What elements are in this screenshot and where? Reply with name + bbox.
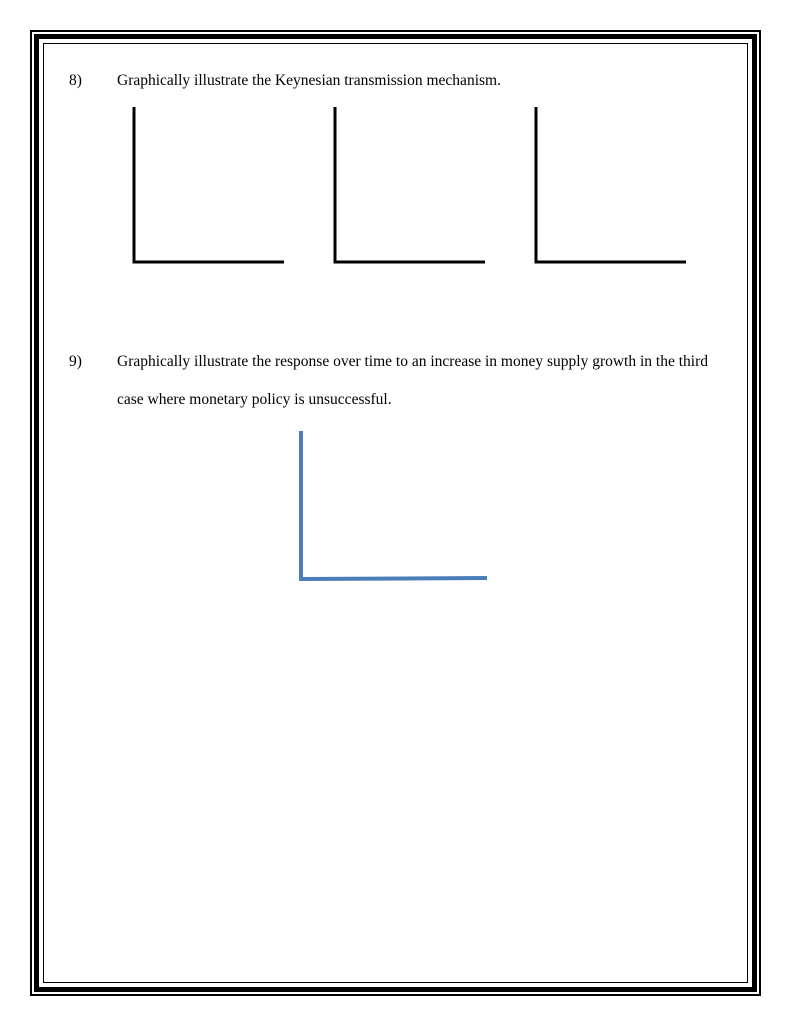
question-text-line-1: Graphically illustrate the response over time to an increase in money supply growth in the third [117, 353, 708, 370]
question-text-line-2: case where monetary policy is unsuccessful. [117, 391, 392, 408]
blank-axes-graph-2 [330, 103, 490, 268]
question-number: 9) [69, 353, 82, 370]
question-number: 8) [69, 72, 82, 89]
axis-lines [536, 107, 686, 262]
question-text: Graphically illustrate the Keynesian transmission mechanism. [117, 72, 501, 89]
axis-lines [134, 107, 284, 262]
axis-lines [301, 431, 487, 579]
blank-axes-graph-3 [531, 103, 691, 268]
blank-axes-graph-4 [296, 428, 491, 584]
blank-axes-graph-1 [128, 103, 288, 268]
axis-lines [335, 107, 485, 262]
